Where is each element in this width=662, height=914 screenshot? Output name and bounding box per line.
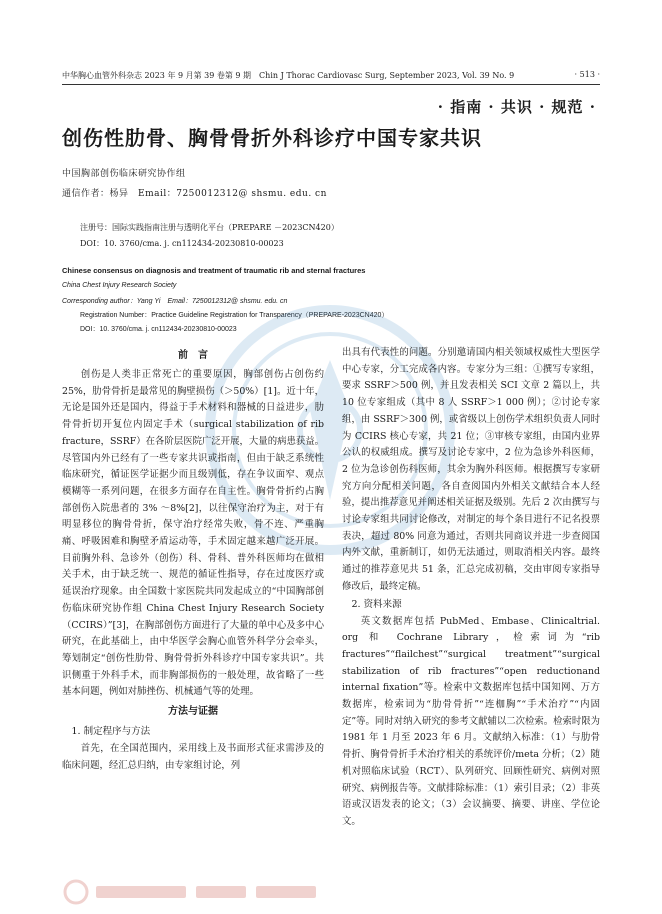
english-doi: DOI：10. 3760/cma. j. cn112434-20230810-00023 <box>80 326 237 333</box>
body-column-left <box>62 345 324 774</box>
header-rule <box>62 84 600 85</box>
english-corresponding: Corresponding author：Yang Yi Email：7250012312@ shsmu. edu. cn <box>62 298 288 305</box>
author-group: 中国胸部创伤临床研究协作组 <box>62 169 186 179</box>
publisher-logo-watermark <box>62 878 322 906</box>
page-number: · 513 · <box>574 70 600 79</box>
english-title: Chinese consensus on diagnosis and treatment of traumatic rib and sternal fractures <box>62 266 366 275</box>
subheading: 2. 资料来源 <box>351 598 402 610</box>
paragraph: 创伤是人类非正常死亡的重要原因，胸部创伤占创伤约 25%，肋骨骨折是最常见的胸壁损伤（＞50%）[1]。近十年，无论是国外还是国内，得益于手术材料和器械的日益进步，肋骨骨折切开复位内固定手术（surgical stabilization of rib fracture，SSRF）在各阶层医院广泛开展，大量的病患获益。尽管国内外已经有了一些专家共识或指南，但由于缺乏系统性临床研究，循证医学证据少而且级别低，存在争议面窄、观点模糊等一系列问题，在很多方面存在自主性。胸骨骨折约占胸部创伤入院患者的 3% ～8%[2]，以往保守治疗为主，对于有明显移位的胸骨骨折，保守治疗经常失败，骨不连、严重胸痛、呼吸困难和胸壁矛盾运动等，手术固定越来越广泛开展。目前胸外科、急诊外（创伤）科、骨科、普外科医师均在做相关手术，由于缺乏统一、规范的循证性指导，存在过度医疗或延误治疗现象。由全国数十家医院共同发起成立的“中国胸部创伤临床研究协作组 China Chest Injury Research Society（CCIRS）”[3]，在胸部创伤方面进行了大量的单中心及多中心研究，在此基础上，由中华医学会胸心血管外科学分会牵头，筹划制定“创伤性肋骨、胸骨骨折外科诊疗中国专家共识”。共识侧重于外科手术，而非胸部损伤的一般处理，故省略了一些基本问题，例如对肺挫伤、机械通气等的处理。 <box>62 369 324 698</box>
section-tag: · 指南 · 共识 · 规范 · <box>437 98 596 116</box>
paragraph: 英文数据库包括 PubMed、Embase、Clinicaltrial. org 和 Cochrane Library，检索词为“rib fractures”“flailchest”“surgical treatment”“surgical stabilization of rib fractures”“open reductionand internal fixation”等。检索中文数据库包括中国知网、万方数据库，检索词为“肋骨骨折”“连枷胸”“手术治疗”“内固定”等。同时对纳入研究的参考文献辅以二次检索。检索时限为 1981 年 1 月至 2023 年 6 月。文献纳入标准：（1）与肋骨骨折、胸骨骨折手术治疗相关的系统评价/meta 分析；（2）随机对照临床试验（RCT）、队列研究、回顾性研究、病例对照研究、病例报告等。文献排除标准：（1）索引目录；（2）非英语或汉语发表的论文；（3）会议摘要、摘要、讲座、学位论文。 <box>342 615 600 827</box>
doi: DOI：10. 3760/cma. j. cn112434-20230810-00023 <box>80 239 284 248</box>
subheading: 1. 制定程序与方法 <box>71 726 151 738</box>
english-group: China Chest Injury Research Society <box>62 282 177 289</box>
article-title: 创伤性肋骨、胸骨骨折外科诊疗中国专家共识 <box>62 126 482 150</box>
english-registration: Registration Number：Practice Guideline Registration for Transparency（PREPARE-2023CN420） <box>80 312 389 319</box>
body-column-right <box>342 345 600 831</box>
corresponding-author: 通信作者：杨异 Email：7250012312@ shsmu. edu. cn <box>62 189 327 199</box>
paragraph: 出具有代表性的问题。分别邀请国内相关领域权威性大型医学中心专家，分工完成各内容。专家分为三组：①撰写专家组，要求 SSRF＞500 例，并且发表相关 SCI 文章 2 篇以上，共 10 位专家组成（其中 8 人 SSRF＞1 000 例）；②讨论专家组，由 SSRF＞300 例，或省级以上创伤学术组织负责人同时为 CCIRS 核心专家，共 21 位；③审核专家组，由国内业界公认的权威组成。撰写及讨论专家中，2 位为急诊外科医师，2 位为急诊创伤科医师，其余为胸外科医师。根据撰写专家研究方向分配相关问题，各自查阅国内外相关文献结合本人经验，提出推荐意见并阐述相关证据及级别。先后 2 次由撰写与讨论专家组共同讨论修改，对制定的每个条目进行不记名投票表决，超过 80% 同意为通过，否则共同商议并进一步查阅国内外文献，重新制订，如仍无法通过，则取消相关内容。最终通过的推荐意见共 51 条，汇总完成初稿，交由审阅专家指导修改后，最终定稿。 <box>342 347 600 592</box>
running-header: 中华胸心血管外科杂志 2023 年 9 月第 39 卷第 9 期 Chin J Thorac Cardiovasc Surg, September 2023, Vol. 39 No. 9 <box>62 71 515 80</box>
paragraph: 首先，在全国范围内，采用线上及书面形式征求需涉及的临床问题，经汇总归纳，由专家组讨论，列 <box>62 743 324 771</box>
registration-number: 注册号：国际实践指南注册与透明化平台（PREPARE －2023CN420） <box>80 223 339 232</box>
section-heading-methods: 方法与证据 <box>168 706 218 718</box>
section-heading-preface: 前 言 <box>178 350 208 361</box>
